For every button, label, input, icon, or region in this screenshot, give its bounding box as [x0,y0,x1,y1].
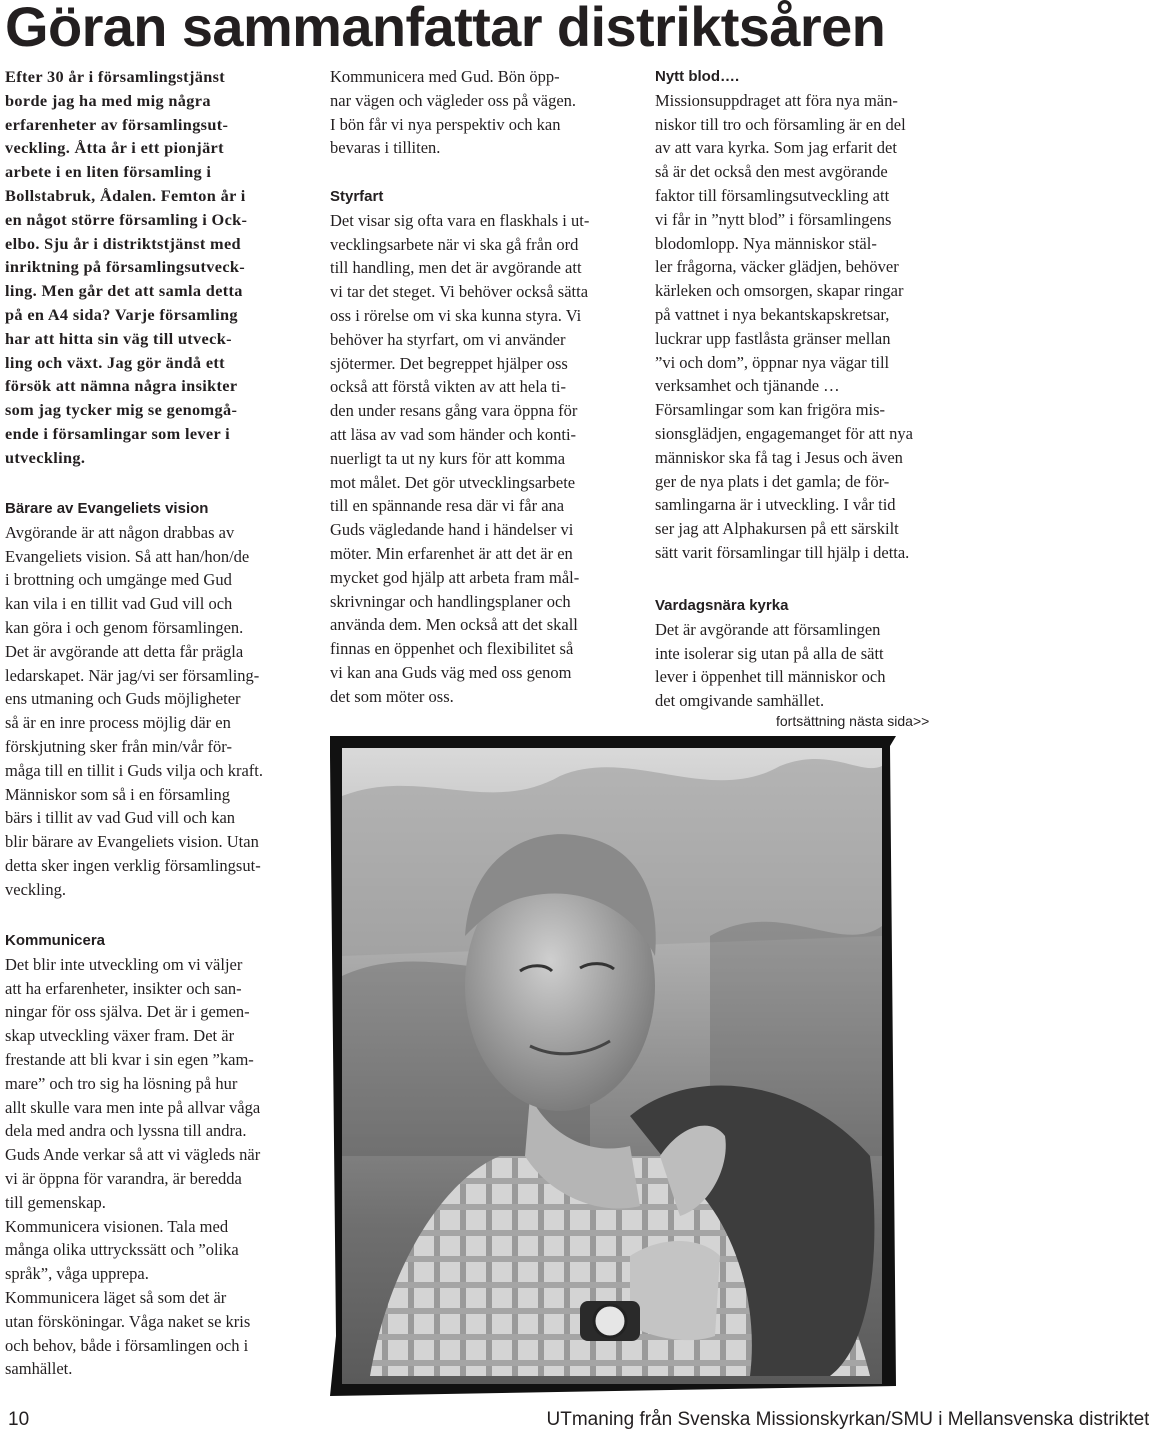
text-line: Kommunicera visionen. Tala med [5,1216,229,1236]
text-line: inriktning på församlingsutveck- [5,257,246,277]
text-line: använda dem. Men också att det skall [330,615,578,635]
text-line: blodomlopp. Nya människor stäl- [655,233,877,253]
text-line: behöver ha styrfart, om vi använder [330,329,566,349]
text-line: Guds Ande verkar så att vi vägleds när [5,1145,261,1165]
section-heading-barare: Bärare av Evangeliets vision [5,500,209,517]
text-line: veckling. [5,879,66,899]
text-line: arbete i en liten församling i [5,162,212,182]
text-line: vi kan ana Guds väg med oss genom [330,662,572,682]
text-line: som jag tycker mig se genomgå- [5,400,238,420]
section-heading-nytt-blod: Nytt blod…. [655,68,740,85]
section-nytt-blod [655,65,913,565]
text-line: vi får in ”nytt blod” i församlingens [655,209,892,229]
text-line: faktor till församlingsutveckling att [655,185,890,205]
text-line: lever i öppenhet till människor och [655,667,886,687]
section-heading-kommunicera: Kommunicera [5,932,106,949]
text-line: Guds vägledande hand i händelser vi [330,520,574,540]
text-line: Efter 30 år i församlingstjänst [5,67,226,86]
section-styrfart [330,185,589,709]
text-line: ling och växt. Jag gör ändå ett [5,352,225,372]
text-line: måga till en tillit i Guds vilja och kraft. [5,760,263,780]
text-line: på vattnet i nya bekantskapskretsar, [655,304,890,324]
text-line: till handling, men det är avgörande att [330,258,582,278]
text-line: Det är avgörande att församlingen [655,619,881,639]
text-line: kan vila i en tillit vad Gud vill och [5,594,233,614]
text-line: i brottning och umgänge med Gud [5,570,232,590]
text-line: kärleken och omsorgen, skapar ringar [655,281,904,301]
text-line: också att förstå vikten av att hela ti- [330,377,566,397]
text-line: sjötermer. Det begreppet hjälper oss [330,353,568,373]
text-line: försök att nämna några insikter [5,376,238,396]
text-line: på en A4 sida? Varje församling [5,304,238,324]
text-line: ler frågorna, väcker glädjen, behöver [655,257,899,277]
text-line: Det är avgörande att detta får prägla [5,641,244,661]
text-line: Kommunicera läget så som det är [5,1287,227,1307]
text-line: bevaras i tilliten. [330,138,441,158]
intro-paragraph [5,65,247,470]
text-line: finnas en öppenhet och flexibilitet så [330,639,574,659]
text-line: så är en inre process möjlig där en [5,713,231,733]
text-line: Avgörande är att någon drabbas av [5,522,235,542]
text-line: ger de nya plats i det gamla; de för- [655,471,890,491]
text-line: ser jag att Alphakursen på ett särskilt [655,519,899,539]
text-line: samlingarna är i utveckling. I vår tid [655,495,896,515]
text-line: skap utveckling växer fram. Det är [5,1026,235,1046]
text-line: sätt varit församlingar till hjälp i detta. [655,542,910,562]
text-line: elbo. Sju år i distriktstjänst med [5,233,241,253]
continuation-note: fortsättning nästa sida>> [776,713,930,729]
text-line: ende i församlingar som lever i [5,423,231,443]
text-line: utan försköningar. Våga naket se kris [5,1311,251,1331]
text-line: förskjutning sker från min/vår för- [5,736,232,756]
text-line: människor ska få tag i Jesus och även [655,447,903,467]
text-line: ”vi och dom”, öppnar nya vägar till [655,352,890,372]
text-line: niskor till tro och församling är en del [655,114,906,134]
text-line: utveckling. [5,447,86,467]
text-line: det som möter oss. [330,686,454,706]
text-line: den under resans gång vara öppna för [330,401,578,421]
text-line: blir bärare av Evangeliets vision. Utan [5,832,259,852]
text-line: samhället. [5,1359,73,1379]
text-line: Evangeliets vision. Så att han/hon/de [5,546,250,566]
text-line: Bollstabruk, Ådalen. Femton år i [5,185,246,205]
text-line: så är det också den mest avgörande [655,162,888,182]
text-line: skrivningar och handlingsplaner och [330,591,571,611]
text-line: nar vägen och vägleder oss på vägen. [330,90,577,110]
text-line: vi är öppna för varandra, är beredda [5,1168,242,1188]
text-line: dela med andra och lyssna till andra. [5,1121,247,1141]
text-line: mot målet. Det gör utvecklingsarbete [330,472,576,492]
section-kommunicera [5,929,260,1381]
text-line: språk”, våga upprepa. [5,1264,149,1284]
text-line: en något större församling i Ock- [5,209,248,229]
text-line: det omgivande samhället. [655,691,825,711]
text-line: sionsglädjen, engagemanget för att nya [655,423,913,443]
page-number: 10 [8,1409,30,1430]
text-line: ling. Men går det att samla detta [5,281,243,301]
text-line: möter. Min erfarenhet är att det är en [330,543,573,563]
text-line: ledarskapet. När jag/vi ser församling- [5,665,260,685]
footer-text: UTmaning från Svenska Missionskyrkan/SMU i Mellansvenska distriktet [546,1409,1149,1430]
text-line: frestande att bli kvar i sin egen ”kam- [5,1049,254,1069]
text-line: ningar för oss själva. Det är i gemen- [5,1002,250,1022]
text-line: I bön får vi nya perspektiv och kan [330,114,561,134]
section-vardagsnara [655,594,885,713]
page-title: Göran sammanfattar distriktsåren [5,0,886,58]
text-line: verksamhet och tjänande … [655,376,840,396]
section-mid-top [330,65,576,160]
text-line: Församlingar som kan frigöra mis- [655,400,886,420]
text-line: luckrar upp fastlåsta gränser mellan [655,328,891,348]
text-line: Det visar sig ofta vara en flaskhals i ut- [330,210,590,230]
text-line: oss i rörelse om vi ska kunna styra. Vi [330,305,582,325]
text-line: detta sker ingen verklig församlingsut- [5,855,261,875]
text-line: erfarenheter av församlingsut- [5,114,229,134]
text-line: Människor som så i en församling [5,784,231,804]
text-line: av att vara kyrka. Som jag erfarit det [655,138,897,158]
text-line: och behov, både i församlingen och i [5,1335,249,1355]
text-line: mycket god hjälp att arbeta fram mål- [330,567,580,587]
text-line: har att hitta sin väg till utveck- [5,328,232,348]
section-heading-styrfart: Styrfart [330,188,384,205]
text-line: Kommunicera med Gud. Bön öpp- [330,67,560,86]
text-line: bärs i tillit av vad Gud vill och kan [5,808,236,828]
text-line: vi tar det steget. Vi behöver också sätta [330,282,589,302]
text-line: mare” och tro sig ha lösning på hur [5,1073,238,1093]
text-line: till en spännande resa där vi får ana [330,496,565,516]
text-line: veckling. Åtta år i ett pionjärt [5,138,224,158]
text-line: ens utmaning och Guds möjligheter [5,689,241,709]
text-line: Missionsuppdraget att föra nya män- [655,90,898,110]
text-line: vecklingsarbete när vi ska gå från ord [330,234,579,254]
text-line: nuerligt ta ut ny kurs för att komma [330,448,566,468]
text-line: att ha erfarenheter, insikter och san- [5,978,242,998]
text-line: kan göra i och genom församlingen. [5,617,244,637]
text-line: att läsa av vad som händer och konti- [330,424,577,444]
text-line: borde jag ha med mig några [5,90,211,110]
section-heading-vardagsnara: Vardagsnära kyrka [655,597,789,614]
text-line: allt skulle vara men inte på allvar våga [5,1097,261,1117]
text-line: inte isolerar sig utan på alla de sätt [655,643,884,663]
text-line: Det blir inte utveckling om vi väljer [5,954,243,974]
section-barare [5,497,263,902]
text-line: till gemenskap. [5,1192,106,1212]
portrait-photo [330,736,896,1396]
text-line: många olika uttryckssätt och ”olika [5,1240,239,1260]
